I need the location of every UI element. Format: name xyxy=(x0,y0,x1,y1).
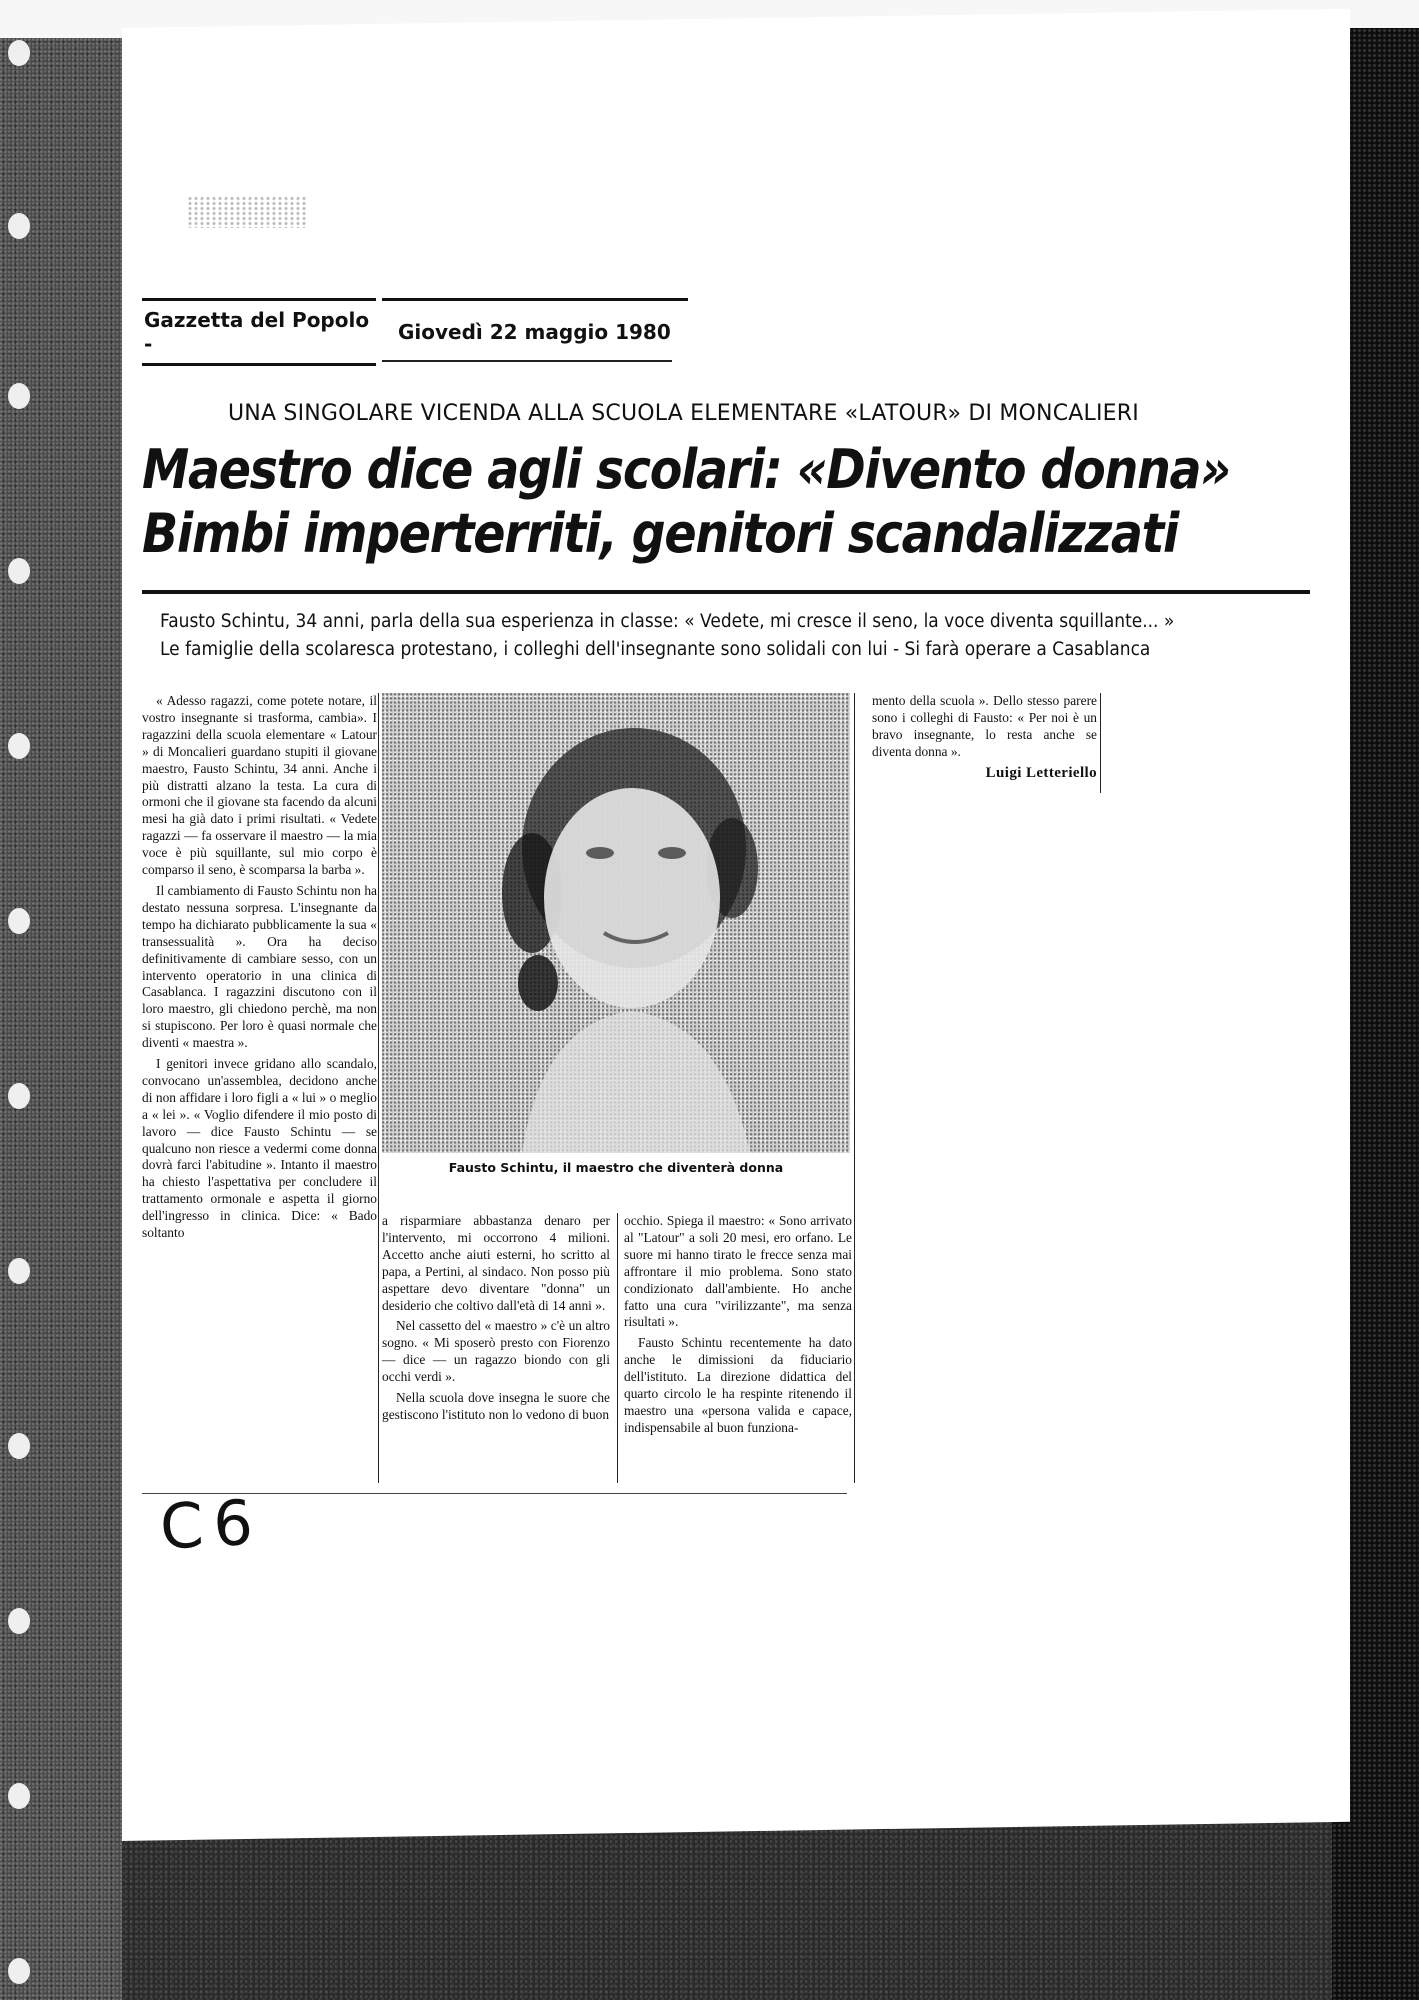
article-column-3 xyxy=(624,1213,852,1437)
paragraph: Nella scuola dove insegna le suore che gestiscono l'istituto non lo vedono di buon xyxy=(382,1390,610,1422)
paragraph: mento della scuola ». Dello stesso parere sono i colleghi di Fausto: « Per noi è un bravo insegnante, lo resta anche se diventa donna ». xyxy=(872,693,1097,759)
punch-hole xyxy=(8,1083,30,1109)
headline xyxy=(142,438,1230,566)
punch-hole xyxy=(8,1608,30,1634)
paragraph: occhio. Spiega il maestro: « Sono arrivato al "Latour" a soli 20 mesi, ero orfano. Le suore mi hanno tirato le frecce senza mai affrontare il mio problema. Sono stato condizionato dall'ambiente. Ho anche fatto una cura "virilizzante", ma senza risultati ». xyxy=(624,1213,852,1330)
column-divider xyxy=(617,1213,618,1483)
ink-smudge xyxy=(187,196,307,228)
punch-hole xyxy=(8,213,30,239)
punch-hole xyxy=(8,1783,30,1809)
punch-hole xyxy=(8,1433,30,1459)
punch-hole xyxy=(8,733,30,759)
headline-rule xyxy=(142,590,1310,594)
paragraph: « Adesso ragazzi, come potete notare, il vostro insegnante si trasforma, cambia». I ragazzini della scuola elementare « Latour » di Moncalieri guardano stupiti il giovane maestro, Fausto Schintu, 34 anni. Anche i più distratti alzano la testa. La cura di ormoni che il giovane sta facendo da alcuni mesi ha già dato i primi risultati. « Vedete ragazzi — fa osservare il maestro — la mia voce è più squillante, sul mio corpo è comparso il seno, è scomparsa la barba ». xyxy=(142,693,377,878)
portrait-photo xyxy=(382,693,850,1153)
subheadline-line-1: Fausto Schintu, 34 anni, parla della sua esperienza in classe: « Vedete, mi cresce il seno, la voce diventa squillante... » xyxy=(160,611,1175,632)
column-divider xyxy=(378,693,379,1483)
paragraph: Nel cassetto del « maestro » c'è un altro sogno. « Mi sposerò presto con Fiorenzo — dice — un ragazzo biondo con gli occhi verdi ». xyxy=(382,1318,610,1385)
headline-line-2: Bimbi imperterriti, genitori scandalizzati xyxy=(142,502,1179,565)
column-divider xyxy=(854,693,855,1483)
date-rule xyxy=(382,360,672,362)
publication-date: Giovedì 22 maggio 1980 xyxy=(382,298,688,363)
article-column-4 xyxy=(872,693,1097,782)
article-column-1 xyxy=(142,693,377,1242)
kicker: UNA SINGOLARE VICENDA ALLA SCUOLA ELEMENTARE «LATOUR» DI MONCALIERI xyxy=(228,401,1139,426)
mounting-sheet xyxy=(122,9,1350,1841)
handwritten-reference: C6 xyxy=(158,1485,265,1564)
punch-hole xyxy=(8,908,30,934)
newspaper-name: Gazzetta del Popolo - xyxy=(142,298,376,366)
punch-hole xyxy=(8,383,30,409)
subheadline-line-2: Le famiglie della scolaresca protestano, i colleghi dell'insegnante sono solidali con lui - Si farà operare a Casablanca xyxy=(160,639,1151,660)
headline-line-1: Maestro dice agli scolari: «Divento donna» xyxy=(142,438,1230,501)
paragraph: Il cambiamento di Fausto Schintu non ha destato nessuna sorpresa. L'insegnante da tempo ha dichiarato pubblicamente la sua « transessualità ». Ora ha deciso definitivamente di cambiare sesso, con un intervento operatorio in una clinica di Casablanca. I ragazzini discutono con il loro maestro, gli chiedono perchè, ma non si stupiscono. Per loro è quasi normale che diventi « maestra ». xyxy=(142,882,377,1051)
punch-hole xyxy=(8,1958,30,1984)
portrait-image xyxy=(382,693,850,1153)
paragraph: I genitori invece gridano allo scandalo, convocano un'assemblea, decidono anche di non affidare i loro figli a « lui » o meglio a « lei ». « Voglio difendere il mio posto di lavoro — dice Fausto Schintu — se qualcuno non riesce a vedermi come donna dovrà farci l'abitudine ». Intanto il maestro ha chiesto l'aspettativa per concludere il trattamento ormonale e aspetta il giorno dell'ingresso in clinica. Dice: « Bado soltanto xyxy=(142,1056,377,1241)
paragraph: a risparmiare abbastanza denaro per l'intervento, mi occorrono 4 milioni. Accetto anche aiuti esterni, ho scritto al papa, a Pertini, al sindaco. Non posso più aspettare devo diventare "donna" un desiderio che coltivo dall'età di 14 anni ». xyxy=(382,1213,610,1313)
byline: Luigi Letteriello xyxy=(985,764,1097,781)
binder-strip xyxy=(0,38,122,2000)
punch-hole xyxy=(8,558,30,584)
photo-caption: Fausto Schintu, il maestro che diventerà donna xyxy=(448,1160,784,1175)
paragraph: Fausto Schintu recentemente ha dato anche le dimissioni da fiduciario dell'istituto. La direzione didattica del quarto circolo le ha respinte ritenendo il maestro una «persona valida e capace, indispensabile al buon funziona- xyxy=(624,1335,852,1435)
article-column-2 xyxy=(382,1213,610,1424)
punch-hole xyxy=(8,40,30,66)
subheadline xyxy=(160,608,1227,664)
column-divider xyxy=(1100,693,1101,793)
punch-hole xyxy=(8,1258,30,1284)
